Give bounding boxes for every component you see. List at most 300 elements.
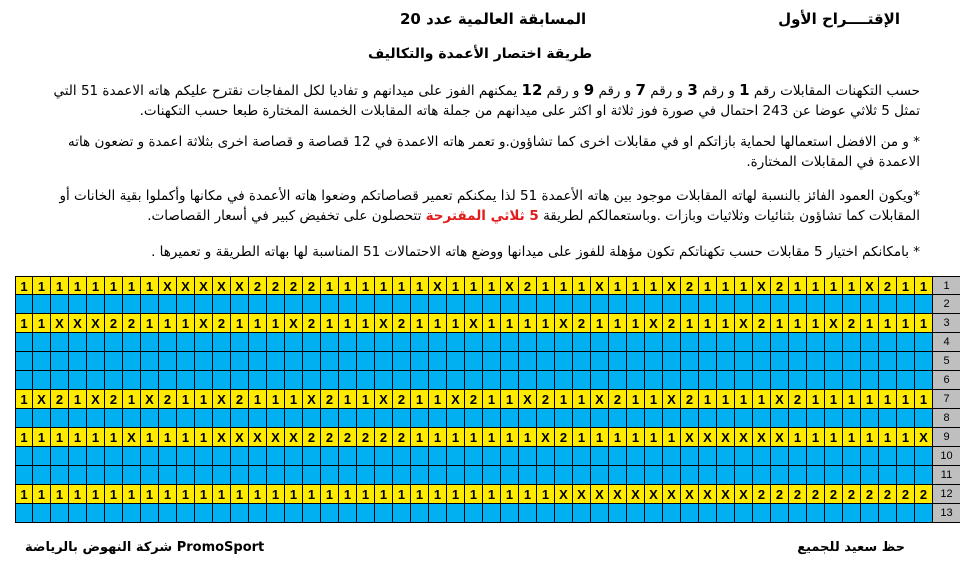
grid-cell	[735, 504, 753, 523]
grid-cell	[69, 333, 87, 352]
grid-cell	[447, 352, 465, 371]
grid-cell	[663, 352, 681, 371]
grid-cell: X	[717, 485, 735, 504]
grid-cell	[123, 371, 141, 390]
grid-cell: 2	[285, 276, 303, 295]
grid-cell	[213, 466, 231, 485]
grid-cell	[501, 371, 519, 390]
grid-cell	[393, 295, 411, 314]
p1-text-a: حسب التكهنات المقابلات رقم	[749, 83, 920, 99]
grid-cell	[519, 466, 537, 485]
grid-row	[15, 295, 960, 314]
grid-cell: X	[375, 314, 393, 333]
grid-cell: 1	[393, 276, 411, 295]
grid-cell: X	[591, 390, 609, 409]
grid-cell	[249, 371, 267, 390]
grid-cell: 1	[195, 485, 213, 504]
grid-cell	[429, 352, 447, 371]
grid-row	[15, 466, 960, 485]
grid-cell	[771, 409, 789, 428]
grid-cell	[501, 333, 519, 352]
grid-cell: 1	[69, 428, 87, 447]
grid-cell	[591, 352, 609, 371]
grid-cell	[339, 333, 357, 352]
grid-cell	[357, 409, 375, 428]
grid-cell: 1	[33, 428, 51, 447]
grid-cell	[213, 295, 231, 314]
grid-cell	[897, 371, 915, 390]
grid-cell	[735, 352, 753, 371]
grid-cell	[195, 466, 213, 485]
grid-cell: 1	[69, 276, 87, 295]
grid-cell	[15, 295, 33, 314]
grid-cell	[159, 333, 177, 352]
grid-cell	[897, 295, 915, 314]
grid-cell	[555, 371, 573, 390]
grid-cell	[339, 504, 357, 523]
grid-cell: 1	[411, 276, 429, 295]
grid-cell	[357, 295, 375, 314]
row-number: 7	[933, 390, 960, 409]
grid-cell	[663, 371, 681, 390]
grid-cell	[195, 447, 213, 466]
grid-cell	[573, 352, 591, 371]
grid-cell: 1	[609, 428, 627, 447]
paragraph-usage: * و من الافضل استعمالها لحماية بازاتكم او في مقابلات اخرى كما تشاؤون.و تعمر هاته الاعمدة في 12 قصاصة و قصاصة اخرى بثلاثة اعمدة و تضعون هاته الاعمدة في المقابلات المختارة.	[67, 134, 920, 170]
grid-cell: X	[375, 390, 393, 409]
grid-cell	[231, 371, 249, 390]
grid-cell	[627, 466, 645, 485]
grid-cell	[15, 352, 33, 371]
grid-cell	[807, 409, 825, 428]
grid-cell: X	[591, 485, 609, 504]
grid-cell	[159, 371, 177, 390]
grid-cell	[915, 352, 933, 371]
grid-cell: 2	[519, 276, 537, 295]
grid-cell	[861, 295, 879, 314]
grid-cell	[483, 447, 501, 466]
grid-cell	[429, 371, 447, 390]
grid-cell	[195, 504, 213, 523]
grid-cell	[411, 409, 429, 428]
grid-cell	[861, 447, 879, 466]
grid-cell	[879, 371, 897, 390]
grid-cell	[771, 352, 789, 371]
grid-cell	[51, 295, 69, 314]
grid-cell	[267, 504, 285, 523]
grid-cell: 1	[717, 314, 735, 333]
grid-cell	[753, 504, 771, 523]
grid-cell	[645, 447, 663, 466]
row-number: 8	[933, 409, 960, 428]
grid-cell	[285, 333, 303, 352]
grid-cell	[375, 333, 393, 352]
grid-cell	[375, 447, 393, 466]
grid-cell	[429, 447, 447, 466]
grid-cell	[897, 466, 915, 485]
grid-cell: 1	[717, 390, 735, 409]
grid-cell	[753, 352, 771, 371]
grid-cell: 1	[177, 485, 195, 504]
grid-cell: X	[555, 314, 573, 333]
grid-cell: 2	[375, 428, 393, 447]
grid-cell: X	[267, 428, 285, 447]
grid-cell: 1	[465, 276, 483, 295]
grid-cell: 1	[15, 485, 33, 504]
grid-cell: 1	[267, 314, 285, 333]
grid-cell	[699, 447, 717, 466]
grid-cell	[177, 504, 195, 523]
grid-cell	[717, 333, 735, 352]
grid-cell	[771, 295, 789, 314]
grid-cell	[537, 466, 555, 485]
grid-cell	[87, 295, 105, 314]
p3-text-b: تتحصلون على تخفيض كبير في أسعار القصاصات.	[147, 208, 426, 224]
grid-cell: 1	[897, 390, 915, 409]
grid-cell: 1	[33, 276, 51, 295]
grid-cell: 1	[501, 314, 519, 333]
grid-cell: 2	[879, 276, 897, 295]
grid-cell: X	[213, 390, 231, 409]
grid-cell	[537, 447, 555, 466]
grid-cell	[591, 333, 609, 352]
grid-cell: 1	[915, 390, 933, 409]
grid-cell	[501, 295, 519, 314]
grid-cell	[879, 409, 897, 428]
grid-cell: 2	[105, 314, 123, 333]
grid-cell	[825, 409, 843, 428]
grid-cell: 2	[267, 276, 285, 295]
grid-cell	[753, 371, 771, 390]
grid-cell	[87, 333, 105, 352]
grid-cell: 1	[537, 485, 555, 504]
grid-cell: 2	[861, 485, 879, 504]
grid-cell: 1	[429, 428, 447, 447]
grid-cell	[33, 371, 51, 390]
grid-cell: X	[753, 428, 771, 447]
competition-title: المسابقة العالمية عدد 20	[400, 10, 587, 28]
grid-cell: 2	[663, 314, 681, 333]
row-number: 13	[933, 504, 960, 523]
grid-cell: 1	[231, 314, 249, 333]
grid-cell	[519, 504, 537, 523]
grid-cell	[807, 333, 825, 352]
grid-cell: 1	[267, 485, 285, 504]
grid-cell	[627, 352, 645, 371]
grid-cell	[501, 466, 519, 485]
grid-cell	[879, 352, 897, 371]
grid-cell: 1	[321, 276, 339, 295]
grid-cell: X	[303, 390, 321, 409]
grid-cell	[483, 333, 501, 352]
grid-cell	[15, 409, 33, 428]
grid-cell	[717, 295, 735, 314]
grid-cell	[33, 333, 51, 352]
grid-cell	[375, 295, 393, 314]
grid-cell	[537, 352, 555, 371]
grid-cell: 1	[519, 485, 537, 504]
grid-cell	[483, 371, 501, 390]
grid-cell	[825, 295, 843, 314]
grid-cell	[681, 371, 699, 390]
combination-grid	[15, 276, 960, 523]
grid-cell: 1	[465, 428, 483, 447]
grid-cell: X	[213, 276, 231, 295]
grid-cell: X	[123, 428, 141, 447]
grid-cell	[807, 447, 825, 466]
grid-cell: 1	[105, 276, 123, 295]
grid-cell: 1	[51, 428, 69, 447]
grid-cell: X	[447, 390, 465, 409]
grid-cell	[15, 504, 33, 523]
grid-cell: X	[141, 390, 159, 409]
grid-cell: 1	[87, 485, 105, 504]
grid-cell: X	[177, 276, 195, 295]
grid-cell	[609, 466, 627, 485]
grid-cell: 2	[825, 485, 843, 504]
grid-cell	[573, 447, 591, 466]
grid-cell	[105, 447, 123, 466]
grid-cell	[195, 409, 213, 428]
grid-cell	[897, 352, 915, 371]
grid-cell	[825, 466, 843, 485]
grid-cell	[285, 371, 303, 390]
grid-cell: 1	[465, 485, 483, 504]
grid-cell	[789, 466, 807, 485]
grid-cell	[645, 466, 663, 485]
grid-cell: 1	[843, 390, 861, 409]
grid-cell: X	[681, 428, 699, 447]
grid-cell	[375, 352, 393, 371]
grid-cell	[51, 466, 69, 485]
grid-cell: 1	[141, 314, 159, 333]
grid-cell	[69, 371, 87, 390]
grid-cell	[861, 333, 879, 352]
grid-cell	[411, 333, 429, 352]
grid-cell	[393, 371, 411, 390]
grid-cell	[861, 466, 879, 485]
grid-cell	[33, 352, 51, 371]
grid-cell: 2	[537, 390, 555, 409]
grid-cell: 2	[807, 485, 825, 504]
grid-cell	[519, 447, 537, 466]
grid-cell: 1	[555, 276, 573, 295]
grid-cell	[447, 371, 465, 390]
grid-cell: 1	[213, 485, 231, 504]
grid-cell: 1	[735, 390, 753, 409]
grid-cell	[915, 295, 933, 314]
grid-cell: 2	[843, 314, 861, 333]
grid-cell	[591, 295, 609, 314]
row-number: 11	[933, 466, 960, 485]
grid-cell: 2	[393, 314, 411, 333]
grid-cell	[375, 504, 393, 523]
row-number: 1	[933, 276, 960, 295]
grid-cell	[861, 504, 879, 523]
grid-cell	[789, 409, 807, 428]
grid-cell: X	[519, 390, 537, 409]
grid-cell	[321, 295, 339, 314]
grid-cell	[123, 466, 141, 485]
grid-cell: 2	[771, 485, 789, 504]
grid-cell	[195, 371, 213, 390]
grid-cell: 1	[825, 390, 843, 409]
grid-cell	[393, 333, 411, 352]
grid-cell	[879, 447, 897, 466]
grid-cell	[555, 466, 573, 485]
grid-cell	[861, 371, 879, 390]
grid-cell: 1	[285, 390, 303, 409]
grid-cell	[339, 409, 357, 428]
grid-cell: X	[591, 276, 609, 295]
grid-cell: 2	[393, 428, 411, 447]
grid-cell	[87, 371, 105, 390]
grid-cell	[699, 466, 717, 485]
grid-cell	[879, 295, 897, 314]
grid-cell: 1	[627, 314, 645, 333]
grid-cell	[825, 447, 843, 466]
grid-cell: X	[213, 428, 231, 447]
grid-cell: 1	[699, 314, 717, 333]
grid-cell	[69, 295, 87, 314]
grid-cell	[609, 504, 627, 523]
grid-cell	[681, 466, 699, 485]
grid-cell	[51, 409, 69, 428]
paragraph-winning-column	[30, 186, 920, 226]
grid-cell	[519, 333, 537, 352]
grid-cell	[159, 466, 177, 485]
grid-cell	[321, 447, 339, 466]
grid-cell: 1	[771, 314, 789, 333]
grid-row	[15, 276, 960, 295]
grid-cell	[33, 466, 51, 485]
grid-cell: 1	[177, 428, 195, 447]
grid-cell	[375, 409, 393, 428]
grid-cell: 1	[825, 428, 843, 447]
grid-cell	[771, 466, 789, 485]
grid-cell: 1	[87, 428, 105, 447]
grid-cell: 1	[645, 276, 663, 295]
grid-cell: 1	[249, 485, 267, 504]
grid-cell	[51, 447, 69, 466]
grid-cell	[807, 295, 825, 314]
row-number: 12	[933, 485, 960, 504]
grid-cell: X	[537, 428, 555, 447]
grid-cell	[825, 371, 843, 390]
grid-cell: 1	[411, 485, 429, 504]
grid-cell	[717, 371, 735, 390]
grid-cell: 1	[159, 428, 177, 447]
grid-cell	[105, 295, 123, 314]
grid-cell	[267, 352, 285, 371]
grid-cell	[627, 409, 645, 428]
grid-cell	[231, 466, 249, 485]
grid-cell: 1	[645, 428, 663, 447]
grid-cell	[231, 409, 249, 428]
grid-cell: 1	[15, 390, 33, 409]
grid-cell: X	[915, 428, 933, 447]
grid-cell: X	[573, 485, 591, 504]
grid-cell	[537, 409, 555, 428]
row-number: 5	[933, 352, 960, 371]
grid-cell: 1	[285, 485, 303, 504]
grid-cell	[123, 447, 141, 466]
grid-cell: 1	[879, 390, 897, 409]
grid-cell	[285, 504, 303, 523]
grid-cell: X	[429, 276, 447, 295]
grid-cell	[915, 447, 933, 466]
grid-cell	[339, 371, 357, 390]
grid-cell: 1	[411, 390, 429, 409]
p3-text-a: *ويكون العمود الفائز بالنسبة لهاته المقابلات موجود بين هاته الأعمدة 51 لذا يمكنكم تعمير قصاصاتكم وضعوا هاته الأعمدة في مكانها وأكملوا بقية الخانات أو المقابلات كما تشاؤون بثنائيات وثلاثيات وبازات .وباستعمالكم لطريقة	[59, 188, 920, 224]
grid-cell	[69, 466, 87, 485]
grid-cell	[717, 409, 735, 428]
grid-cell: 1	[303, 485, 321, 504]
grid-cell	[537, 504, 555, 523]
grid-cell	[537, 371, 555, 390]
grid-cell: 1	[627, 390, 645, 409]
grid-cell	[897, 409, 915, 428]
grid-row	[15, 485, 960, 504]
grid-cell	[141, 371, 159, 390]
grid-cell	[447, 295, 465, 314]
grid-cell	[825, 333, 843, 352]
grid-cell	[87, 504, 105, 523]
grid-cell	[843, 333, 861, 352]
grid-cell: X	[51, 314, 69, 333]
grid-cell: 1	[357, 276, 375, 295]
p1-text-f: يمكنهم الفوز على ميدانهم و تفاديا لكل المفاجات نقترح عليكم هاته الاعمدة 51 التي تمثل 5 ثلاثي عوضا عن 243 احتمال في صورة فوز ثلاثة او اكثر على ميدانهم من جملة هاته المقابلات الخمسة المختارة طبعا حسب التكهنات.	[53, 83, 920, 119]
p1-text-e: و رقم	[542, 83, 584, 99]
grid-cell	[69, 504, 87, 523]
grid-cell: X	[771, 390, 789, 409]
grid-cell: 1	[393, 485, 411, 504]
grid-cell: X	[861, 276, 879, 295]
grid-cell: 1	[411, 428, 429, 447]
grid-cell	[915, 409, 933, 428]
grid-cell	[87, 409, 105, 428]
grid-cell: 1	[249, 390, 267, 409]
grid-cell: 1	[843, 428, 861, 447]
grid-cell	[573, 295, 591, 314]
grid-cell	[447, 409, 465, 428]
grid-cell: 2	[357, 428, 375, 447]
grid-cell: 2	[681, 390, 699, 409]
grid-cell: 1	[789, 314, 807, 333]
grid-cell	[465, 295, 483, 314]
grid-cell	[483, 409, 501, 428]
grid-cell: 1	[447, 428, 465, 447]
grid-cell	[87, 447, 105, 466]
grid-cell: 1	[627, 276, 645, 295]
grid-cell: 1	[105, 428, 123, 447]
grid-cell	[699, 371, 717, 390]
grid-cell: 1	[339, 314, 357, 333]
grid-cell: X	[501, 276, 519, 295]
grid-cell	[213, 504, 231, 523]
grid-cell	[105, 352, 123, 371]
grid-cell	[393, 409, 411, 428]
grid-cell: X	[285, 428, 303, 447]
grid-cell	[753, 447, 771, 466]
grid-cell	[177, 333, 195, 352]
grid-cell	[267, 466, 285, 485]
grid-cell: 1	[501, 428, 519, 447]
grid-cell: 2	[879, 485, 897, 504]
grid-cell	[753, 333, 771, 352]
grid-cell	[897, 333, 915, 352]
grid-cell	[483, 466, 501, 485]
